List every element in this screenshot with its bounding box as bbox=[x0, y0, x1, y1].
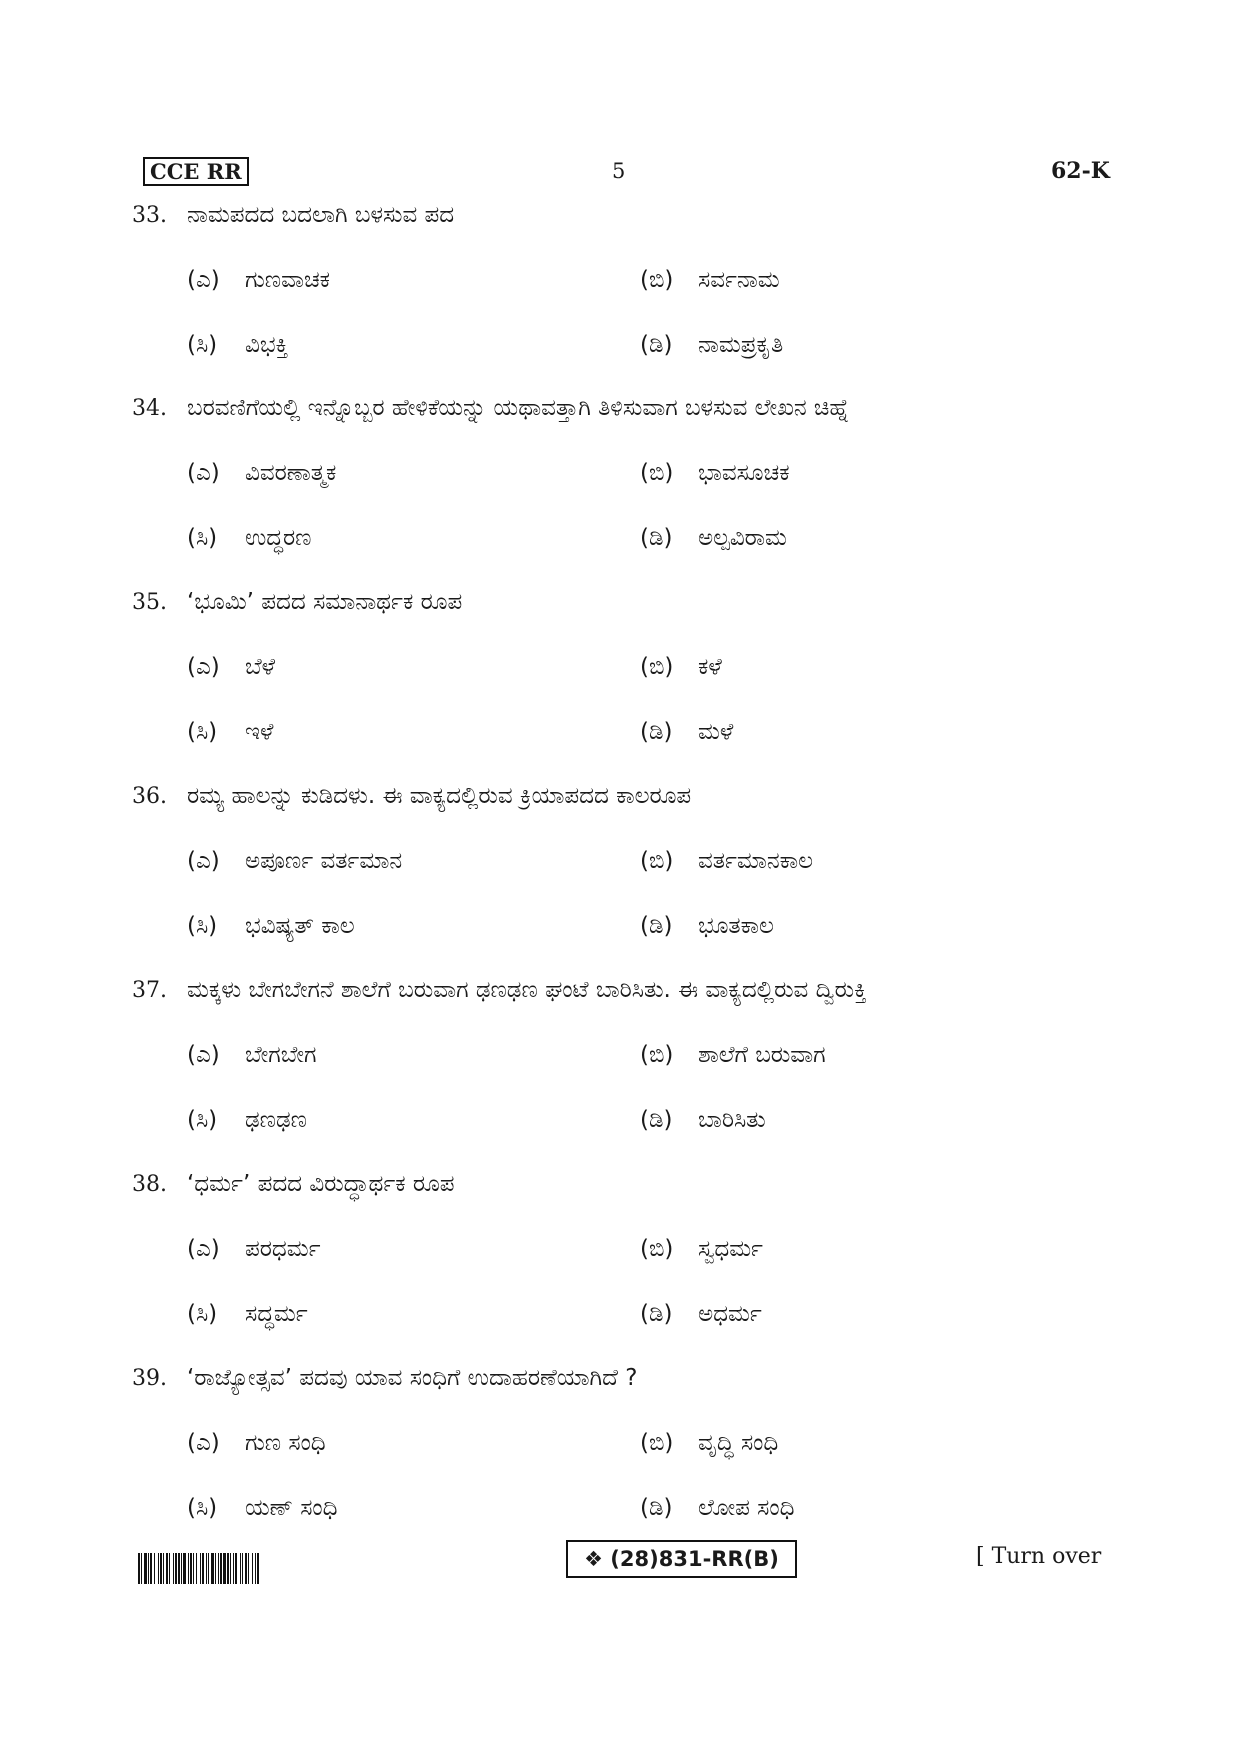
option-label: (ಬಿ) bbox=[640, 267, 674, 293]
question-37 bbox=[132, 974, 1092, 1007]
question-number: 38. bbox=[132, 1172, 167, 1197]
question-38 bbox=[132, 1168, 1092, 1201]
option-text: ಬಾರಿಸಿತು bbox=[698, 1107, 766, 1133]
option-text: ಇಳೆ bbox=[245, 719, 274, 745]
option-text: ಕಳೆ bbox=[698, 654, 722, 680]
page-number: 5 bbox=[612, 159, 626, 183]
option-text: ಸದ್ಧರ್ಮ bbox=[245, 1301, 308, 1327]
option-text: ಶಾಲೆಗೆ ಬರುವಾಗ bbox=[698, 1042, 826, 1068]
option-38-a bbox=[187, 1233, 321, 1265]
option-35-b bbox=[640, 651, 722, 683]
option-label: (ಸಿ) bbox=[187, 1301, 218, 1327]
option-label: (ಡಿ) bbox=[640, 1107, 673, 1133]
question-33 bbox=[132, 199, 1092, 232]
header-exam-box: CCE RR bbox=[143, 157, 249, 186]
question-text: ರಮ್ಯ ಹಾಲನ್ನು ಕುಡಿದಳು. ಈ ವಾಕ್ಯದಲ್ಲಿರುವ ಕ್ರಿಯಾಪದದ ಕಾಲರೂಪ bbox=[187, 783, 692, 809]
paper-code-box: ❖ (28)831-RR(B) bbox=[566, 1540, 797, 1578]
option-33-a bbox=[187, 264, 330, 296]
question-36 bbox=[132, 780, 1092, 813]
option-38-c bbox=[187, 1298, 308, 1330]
option-39-b bbox=[640, 1427, 778, 1459]
option-text: ಉದ್ಧರಣ bbox=[245, 525, 312, 551]
option-34-c bbox=[187, 522, 312, 554]
option-label: (ಸಿ) bbox=[187, 332, 218, 358]
option-text: ಭವಿಷ್ಯತ್ ಕಾಲ bbox=[245, 913, 355, 939]
option-text: ಬೇಗಬೇಗ bbox=[245, 1042, 317, 1068]
option-label: (ಡಿ) bbox=[640, 332, 673, 358]
option-36-c bbox=[187, 910, 355, 942]
option-35-d bbox=[640, 716, 733, 748]
option-38-b bbox=[640, 1233, 763, 1265]
option-label: (ಡಿ) bbox=[640, 719, 673, 745]
option-39-a bbox=[187, 1427, 326, 1459]
question-text: ಮಕ್ಕಳು ಬೇಗಬೇಗನೆ ಶಾಲೆಗೆ ಬರುವಾಗ ಢಣಢಣ ಘಂಟೆ ಬಾರಿಸಿತು. ಈ ವಾಕ್ಯದಲ್ಲಿರುವ ದ್ವಿರುಕ್ತಿ bbox=[187, 977, 867, 1003]
option-text: ಅಧರ್ಮ bbox=[698, 1301, 762, 1327]
option-label: (ಬಿ) bbox=[640, 654, 674, 680]
option-text: ಪರಧರ್ಮ bbox=[245, 1236, 321, 1262]
option-text: ಗುಣವಾಚಕ bbox=[245, 267, 331, 293]
option-label: (ಎ) bbox=[187, 267, 220, 293]
option-text: ಗುಣ ಸಂಧಿ bbox=[245, 1430, 326, 1456]
option-37-d bbox=[640, 1104, 766, 1136]
option-text: ಅಪೂರ್ಣ ವರ್ತಮಾನ bbox=[245, 848, 403, 874]
option-label: (ಬಿ) bbox=[640, 460, 674, 486]
option-label: (ಬಿ) bbox=[640, 1042, 674, 1068]
option-text: ವಿವರಣಾತ್ಮಕ bbox=[245, 460, 337, 486]
option-label: (ಸಿ) bbox=[187, 1495, 218, 1521]
option-label: (ಬಿ) bbox=[640, 1236, 674, 1262]
option-38-d bbox=[640, 1298, 762, 1330]
option-text: ಬೆಳೆ bbox=[245, 654, 276, 680]
option-37-a bbox=[187, 1039, 316, 1071]
option-text: ನಾಮಪ್ರಕೃತಿ bbox=[698, 332, 784, 358]
question-35 bbox=[132, 586, 1092, 619]
option-text: ಸರ್ವನಾಮ bbox=[698, 267, 780, 293]
option-text: ವರ್ತಮಾನಕಾಲ bbox=[698, 848, 814, 874]
question-number: 39. bbox=[132, 1366, 167, 1391]
option-label: (ಎ) bbox=[187, 1430, 220, 1456]
option-text: ಢಣಢಣ bbox=[245, 1107, 307, 1133]
option-label: (ಡಿ) bbox=[640, 913, 673, 939]
option-34-b bbox=[640, 457, 790, 489]
option-39-d bbox=[640, 1492, 794, 1524]
option-label: (ಸಿ) bbox=[187, 1107, 218, 1133]
option-34-d bbox=[640, 522, 787, 554]
option-label: (ಸಿ) bbox=[187, 525, 218, 551]
question-text: ‘ಭೂಮಿ’ ಪದದ ಸಮಾನಾರ್ಥಕ ರೂಪ bbox=[187, 589, 463, 615]
option-text: ವೃದ್ಧಿ ಸಂಧಿ bbox=[698, 1430, 779, 1456]
option-33-b bbox=[640, 264, 780, 296]
question-number: 36. bbox=[132, 784, 167, 809]
option-39-c bbox=[187, 1492, 337, 1524]
turn-over-label: [ Turn over bbox=[976, 1544, 1102, 1569]
option-label: (ಡಿ) bbox=[640, 1301, 673, 1327]
option-label: (ಡಿ) bbox=[640, 1495, 673, 1521]
option-label: (ಎ) bbox=[187, 654, 220, 680]
option-text: ಸ್ವಧರ್ಮ bbox=[698, 1236, 763, 1262]
option-33-d bbox=[640, 329, 783, 361]
question-text: ‘ಧರ್ಮ’ ಪದದ ವಿರುದ್ಧಾರ್ಥಕ ರೂಪ bbox=[187, 1171, 455, 1197]
option-text: ಯಣ್ ಸಂಧಿ bbox=[245, 1495, 338, 1521]
option-36-b bbox=[640, 845, 813, 877]
question-39 bbox=[132, 1362, 1092, 1395]
option-36-a bbox=[187, 845, 402, 877]
option-35-a bbox=[187, 651, 275, 683]
option-label: (ಬಿ) bbox=[640, 1430, 674, 1456]
question-number: 34. bbox=[132, 396, 167, 421]
option-text: ವಿಭಕ್ತಿ bbox=[245, 332, 289, 358]
option-text: ಭಾವಸೂಚಕ bbox=[698, 460, 790, 486]
option-label: (ಸಿ) bbox=[187, 719, 218, 745]
option-label: (ಡಿ) bbox=[640, 525, 673, 551]
option-37-b bbox=[640, 1039, 826, 1071]
option-label: (ಎ) bbox=[187, 1042, 220, 1068]
question-number: 35. bbox=[132, 590, 167, 615]
option-36-d bbox=[640, 910, 774, 942]
option-text: ಲೋಪ ಸಂಧಿ bbox=[698, 1495, 795, 1521]
barcode bbox=[138, 1553, 383, 1584]
option-label: (ಎ) bbox=[187, 460, 220, 486]
question-34 bbox=[132, 392, 1092, 425]
option-text: ಮಳೆ bbox=[698, 719, 734, 745]
question-text: ‘ರಾಜ್ಯೋತ್ಸವ’ ಪದವು ಯಾವ ಸಂಧಿಗೆ ಉದಾಹರಣೆಯಾಗಿದೆ ? bbox=[187, 1365, 638, 1391]
option-label: (ಎ) bbox=[187, 1236, 220, 1262]
subject-code: 62-K bbox=[1051, 158, 1110, 184]
option-37-c bbox=[187, 1104, 307, 1136]
option-34-a bbox=[187, 457, 336, 489]
option-text: ಭೂತಕಾಲ bbox=[698, 913, 774, 939]
option-text: ಅಲ್ಪವಿರಾಮ bbox=[698, 525, 787, 551]
option-label: (ಬಿ) bbox=[640, 848, 674, 874]
question-text: ನಾಮಪದದ ಬದಲಾಗಿ ಬಳಸುವ ಪದ bbox=[187, 202, 455, 228]
option-label: (ಸಿ) bbox=[187, 913, 218, 939]
question-text: ಬರವಣಿಗೆಯಲ್ಲಿ ಇನ್ನೊಬ್ಬರ ಹೇಳಿಕೆಯನ್ನು ಯಥಾವತ್ತಾಗಿ ತಿಳಿಸುವಾಗ ಬಳಸುವ ಲೇಖನ ಚಿಹ್ನೆ bbox=[187, 395, 850, 421]
question-number: 37. bbox=[132, 978, 167, 1003]
option-35-c bbox=[187, 716, 273, 748]
option-33-c bbox=[187, 329, 288, 361]
option-label: (ಎ) bbox=[187, 848, 220, 874]
question-number: 33. bbox=[132, 203, 167, 228]
